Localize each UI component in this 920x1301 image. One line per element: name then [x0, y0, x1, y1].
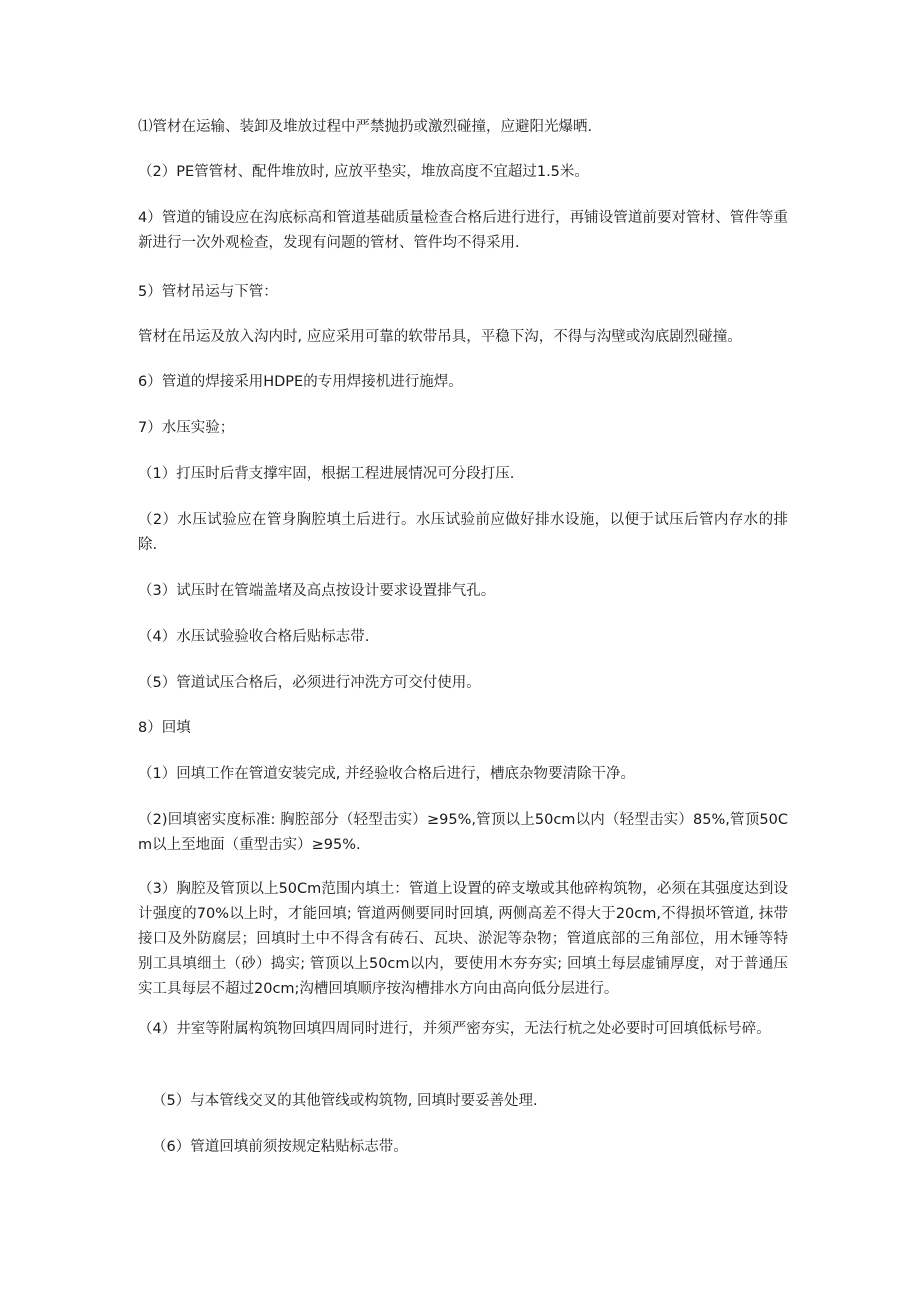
paragraph-backfill-1: （1）回填工作在管道安装完成, 并经验收合格后进行，槽底杂物要清除干净。 [138, 766, 635, 782]
paragraph-pressure-3: （3）试压时在管端盖堵及高点按设计要求设置排气孔。 [138, 583, 496, 599]
paragraph-hoisting-heading: 5）管材吊运与下管： [138, 284, 278, 300]
paragraph-backfill-4: （4）井室等附属构筑物回填四周同时进行，并须严密夯实，无法行杭之处必要时可回填低标号碎。 [138, 1021, 771, 1037]
paragraph-pressure-2: （2）水压试验应在管身胸腔填土后进行。水压试验前应做好排水设施，以便于试压后管内存水的排除. [138, 512, 788, 553]
paragraph-backfill-heading: 8）回填 [138, 720, 191, 736]
paragraph-pipe-laying: 4）管道的铺设应在沟底标高和管道基础质量检查合格后进行进行，再铺设管道前要对管材、管件等重新进行一次外观检查，发现有问题的管材、管件均不得采用. [138, 210, 788, 251]
paragraph-pe-storage: （2）PE管管材、配件堆放时, 应放平垫实，堆放高度不宜超过1.5米。 [138, 164, 589, 180]
paragraph-hoisting: 管材在吊运及放入沟内时, 应应采用可靠的软带吊具，平稳下沟，不得与沟壁或沟底剧烈碰撞。 [138, 329, 742, 345]
paragraph-backfill-2: （2)回填密实度标准: 胸腔部分（轻型击实）≥95%,管顶以上50cm以内（轻型击实）85%,管顶50Cm以上至地面（重型击实）≥95%. [138, 812, 788, 853]
paragraph-backfill-5: （5）与本管线交叉的其他管线或构筑物, 回填时要妥善处理. [152, 1093, 538, 1109]
paragraph-backfill-6: （6）管道回填前须按规定粘贴标志带。 [152, 1139, 408, 1155]
paragraph-transport: ⑴管材在运输、装卸及堆放过程中严禁抛扔或激烈碰撞，应避阳光爆晒. [138, 119, 593, 135]
paragraph-pressure-4: （4）水压试验验收合格后贴标志带. [138, 629, 370, 645]
paragraph-pressure-5: （5）管道试压合格后，必须进行冲洗方可交付使用。 [138, 675, 481, 691]
paragraph-backfill-3: （3）胸腔及管顶以上50Cm范围内填土：管道上设置的碎支墩或其他碎构筑物，必须在其强度达到设计强度的70%以上时，才能回填; 管道两侧要同时回填, 两侧高差不得大于20cm,不得损坏管道, 抹带接口及外防腐层；回填时土中不得含有砖石、瓦块、淤泥等杂物；管道底部的三角部位，用木锤等特别工具填细土（砂）捣实; 管顶以上50cm以内，要使用木夯夯实; 回填土每层虚铺厚度，对于普通压实工具每层不超过20cm;沟槽回填顺序按沟槽排水方向由高向低分层进行。 [138, 881, 788, 997]
paragraph-pressure-heading: 7）水压实验； [138, 420, 235, 436]
paragraph-welding: 6）管道的焊接采用HDPE的专用焊接机进行施焊。 [138, 374, 463, 390]
paragraph-pressure-1: （1）打压时后背支撑牢固，根据工程进展情况可分段打压. [138, 466, 515, 482]
